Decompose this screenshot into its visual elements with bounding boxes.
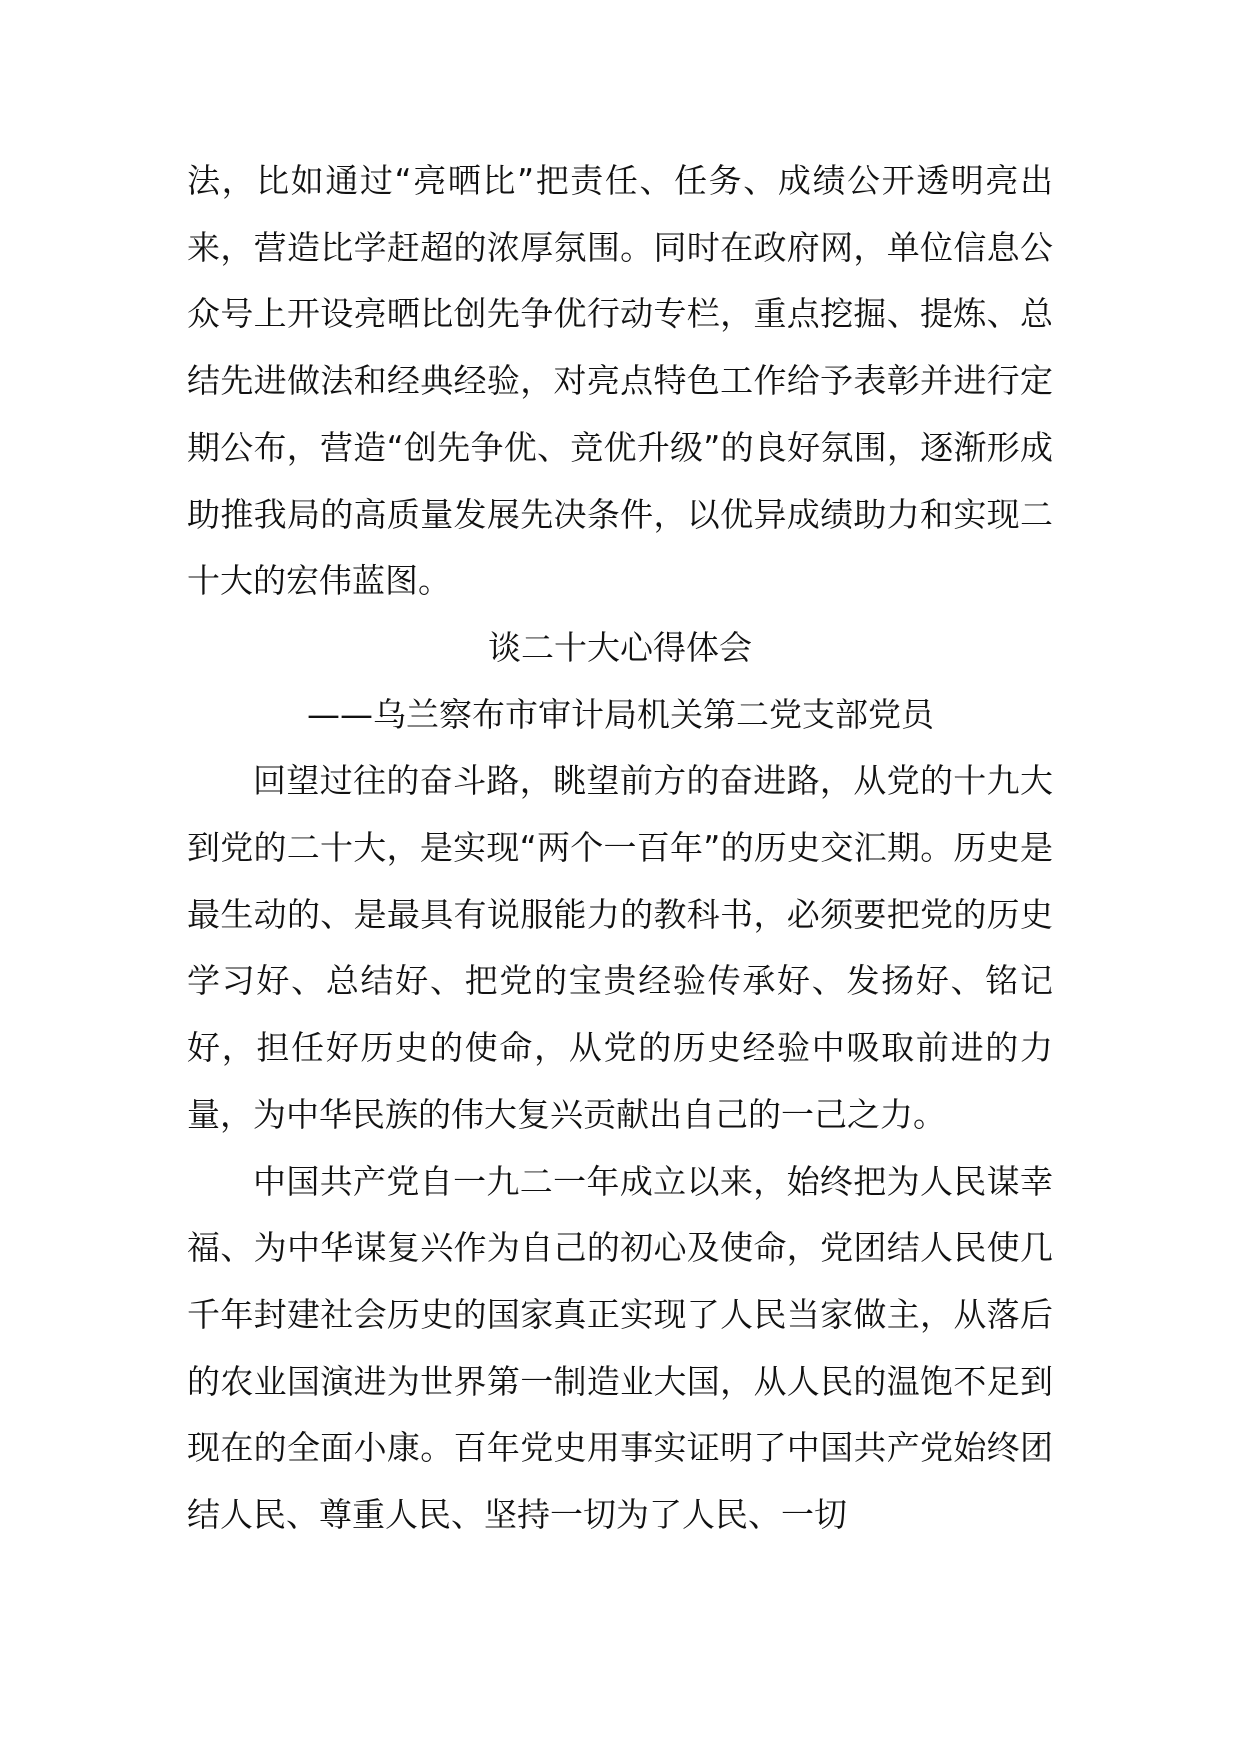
section-subtitle: ——乌兰察布市审计局机关第二党支部党员	[307, 694, 934, 734]
section-title: 谈二十大心得体会	[488, 627, 752, 667]
body-paragraph-1: 回望过往的奋斗路，眺望前方的奋进路，从党的十九大到党的二十大，是实现“两个一百年”的历史交汇期。历史是最生动的、是最具有说服能力的教科书，必须要把党的历史学习好、总结好、把党的宝贵经验传承好、发扬好、铭记好，担任好历史的使命，从党的历史经验中吸取前进的力量，为中华民族的伟大复兴贡献出自己的一己之力。	[187, 761, 1053, 1134]
document-body	[187, 148, 1053, 1549]
continuation-paragraph: 法，比如通过“亮晒比”把责任、任务、成绩公开透明亮出来，营造比学赶超的浓厚氛围。同时在政府网，单位信息公众号上开设亮晒比创先争优行动专栏，重点挖掘、提炼、总结先进做法和经典经验，对亮点特色工作给予表彰并进行定期公布，营造“创先争优、竞优升级”的良好氛围，逐渐形成助推我局的高质量发展先决条件，以优异成绩助力和实现二十大的宏伟蓝图。	[187, 161, 1053, 601]
body-paragraph-2: 中国共产党自一九二一年成立以来，始终把为人民谋幸福、为中华谋复兴作为自己的初心及使命，党团结人民使几千年封建社会历史的国家真正实现了人民当家做主，从落后的农业国演进为世界第一制造业大国，从人民的温饱不足到现在的全面小康。百年党史用事实证明了中国共产党始终团结人民、尊重人民、坚持一切为了人民、一切	[187, 1161, 1053, 1535]
